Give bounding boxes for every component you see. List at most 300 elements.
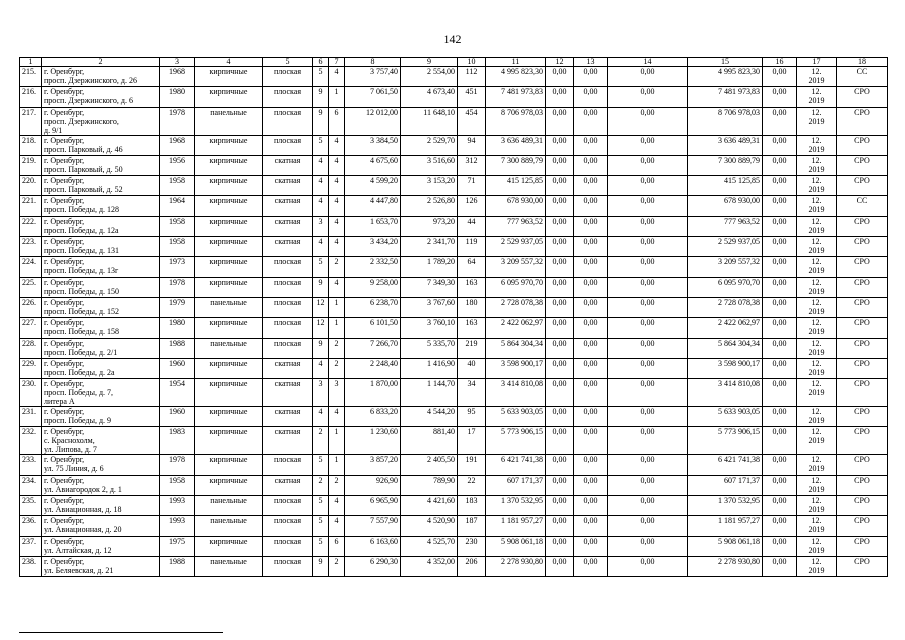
entrances-cell: 4 bbox=[329, 67, 345, 87]
row-number-cell: 223. bbox=[20, 237, 42, 257]
wall-material-cell: кирпичные bbox=[195, 318, 263, 338]
funding-type-cell: СРО bbox=[837, 135, 888, 155]
total-area-cell: 6 290,30 bbox=[345, 556, 401, 576]
total-area-cell: 6 965,90 bbox=[345, 496, 401, 516]
year-cell: 1968 bbox=[160, 67, 195, 87]
funding-type-cell: СРО bbox=[837, 455, 888, 475]
cost-col16-cell: 0,00 bbox=[763, 297, 797, 317]
cost-col13-cell: 0,00 bbox=[574, 67, 608, 87]
residents-cell: 219 bbox=[458, 338, 486, 358]
floors-cell: 2 bbox=[313, 475, 329, 495]
cost-col12-cell: 0,00 bbox=[546, 427, 574, 455]
cost-col14-cell: 0,00 bbox=[608, 237, 688, 257]
column-number-header: 18 bbox=[837, 58, 888, 67]
roof-type-cell: плоская bbox=[263, 67, 313, 87]
table-row bbox=[20, 407, 888, 427]
year-cell: 1960 bbox=[160, 358, 195, 378]
deadline-cell: 12. 2019 bbox=[797, 87, 837, 107]
cost-col12-cell: 0,00 bbox=[546, 318, 574, 338]
funding-type-cell: СРО bbox=[837, 427, 888, 455]
address-cell: г. Оренбург, просп. Парковый, д. 46 bbox=[42, 135, 160, 155]
cost-col13-cell: 0,00 bbox=[574, 196, 608, 216]
funding-type-cell: СРО bbox=[837, 297, 888, 317]
cost-col15-cell: 415 125,85 bbox=[688, 176, 763, 196]
floors-cell: 4 bbox=[313, 237, 329, 257]
total-cost-cell: 607 171,37 bbox=[486, 475, 546, 495]
table-row bbox=[20, 318, 888, 338]
entrances-cell: 2 bbox=[329, 338, 345, 358]
cost-col12-cell: 0,00 bbox=[546, 407, 574, 427]
total-area-cell: 2 332,50 bbox=[345, 257, 401, 277]
cost-col14-cell: 0,00 bbox=[608, 475, 688, 495]
wall-material-cell: кирпичные bbox=[195, 427, 263, 455]
cost-col14-cell: 0,00 bbox=[608, 277, 688, 297]
cost-col16-cell: 0,00 bbox=[763, 338, 797, 358]
cost-col15-cell: 678 930,00 bbox=[688, 196, 763, 216]
cost-col13-cell: 0,00 bbox=[574, 338, 608, 358]
address-cell: г. Оренбург, с. Краснохолм, ул. Липова, д. 7 bbox=[42, 427, 160, 455]
row-number-cell: 221. bbox=[20, 196, 42, 216]
cost-col14-cell: 0,00 bbox=[608, 358, 688, 378]
residents-cell: 191 bbox=[458, 455, 486, 475]
cost-col14-cell: 0,00 bbox=[608, 556, 688, 576]
cost-col16-cell: 0,00 bbox=[763, 536, 797, 556]
cost-col12-cell: 0,00 bbox=[546, 176, 574, 196]
row-number-cell: 229. bbox=[20, 358, 42, 378]
living-area-cell: 11 648,10 bbox=[401, 107, 458, 135]
total-cost-cell: 7 481 973,83 bbox=[486, 87, 546, 107]
column-number-header: 5 bbox=[263, 58, 313, 67]
floors-cell: 4 bbox=[313, 196, 329, 216]
total-area-cell: 7 061,50 bbox=[345, 87, 401, 107]
total-area-cell: 2 248,40 bbox=[345, 358, 401, 378]
wall-material-cell: кирпичные bbox=[195, 407, 263, 427]
roof-type-cell: плоская bbox=[263, 496, 313, 516]
wall-material-cell: панельные bbox=[195, 556, 263, 576]
cost-col16-cell: 0,00 bbox=[763, 455, 797, 475]
residents-cell: 187 bbox=[458, 516, 486, 536]
cost-col12-cell: 0,00 bbox=[546, 455, 574, 475]
cost-col13-cell: 0,00 bbox=[574, 277, 608, 297]
cost-col16-cell: 0,00 bbox=[763, 257, 797, 277]
total-area-cell: 1 230,60 bbox=[345, 427, 401, 455]
cost-col13-cell: 0,00 bbox=[574, 135, 608, 155]
row-number-cell: 215. bbox=[20, 67, 42, 87]
cost-col16-cell: 0,00 bbox=[763, 277, 797, 297]
deadline-cell: 12. 2019 bbox=[797, 536, 837, 556]
entrances-cell: 1 bbox=[329, 427, 345, 455]
wall-material-cell: кирпичные bbox=[195, 277, 263, 297]
deadline-cell: 12. 2019 bbox=[797, 297, 837, 317]
column-number-header: 13 bbox=[574, 58, 608, 67]
cost-col15-cell: 3 414 810,08 bbox=[688, 379, 763, 407]
living-area-cell: 4 544,20 bbox=[401, 407, 458, 427]
row-number-cell: 219. bbox=[20, 155, 42, 175]
cost-col14-cell: 0,00 bbox=[608, 338, 688, 358]
total-area-cell: 7 266,70 bbox=[345, 338, 401, 358]
funding-type-cell: СРО bbox=[837, 277, 888, 297]
roof-type-cell: плоская bbox=[263, 318, 313, 338]
column-number-header: 17 bbox=[797, 58, 837, 67]
row-number-cell: 233. bbox=[20, 455, 42, 475]
funding-type-cell: СРО bbox=[837, 216, 888, 236]
address-cell: г. Оренбург, просп. Дзержинского, д. 9/1 bbox=[42, 107, 160, 135]
address-cell: г. Оренбург, просп. Победы, д. 131 bbox=[42, 237, 160, 257]
floors-cell: 5 bbox=[313, 496, 329, 516]
entrances-cell: 4 bbox=[329, 496, 345, 516]
cost-col15-cell: 607 171,37 bbox=[688, 475, 763, 495]
cost-col12-cell: 0,00 bbox=[546, 536, 574, 556]
cost-col15-cell: 6 421 741,38 bbox=[688, 455, 763, 475]
living-area-cell: 881,40 bbox=[401, 427, 458, 455]
residents-cell: 112 bbox=[458, 67, 486, 87]
year-cell: 1980 bbox=[160, 87, 195, 107]
roof-type-cell: плоская bbox=[263, 135, 313, 155]
cost-col14-cell: 0,00 bbox=[608, 407, 688, 427]
total-cost-cell: 2 529 937,05 bbox=[486, 237, 546, 257]
column-number-header: 1 bbox=[20, 58, 42, 67]
entrances-cell: 4 bbox=[329, 176, 345, 196]
funding-type-cell: СРО bbox=[837, 496, 888, 516]
cost-col14-cell: 0,00 bbox=[608, 196, 688, 216]
address-cell: г. Оренбург, просп. Победы, д. 13г bbox=[42, 257, 160, 277]
year-cell: 1983 bbox=[160, 427, 195, 455]
total-cost-cell: 678 930,00 bbox=[486, 196, 546, 216]
cost-col13-cell: 0,00 bbox=[574, 216, 608, 236]
row-number-cell: 232. bbox=[20, 427, 42, 455]
cost-col16-cell: 0,00 bbox=[763, 407, 797, 427]
cost-col13-cell: 0,00 bbox=[574, 257, 608, 277]
cost-col15-cell: 5 864 304,34 bbox=[688, 338, 763, 358]
table-row bbox=[20, 87, 888, 107]
row-number-cell: 228. bbox=[20, 338, 42, 358]
cost-col13-cell: 0,00 bbox=[574, 556, 608, 576]
funding-type-cell: СРО bbox=[837, 176, 888, 196]
living-area-cell: 1 416,90 bbox=[401, 358, 458, 378]
total-cost-cell: 2 728 078,38 bbox=[486, 297, 546, 317]
cost-col15-cell: 3 209 557,32 bbox=[688, 257, 763, 277]
total-cost-cell: 2 422 062,97 bbox=[486, 318, 546, 338]
residents-cell: 22 bbox=[458, 475, 486, 495]
residents-cell: 163 bbox=[458, 318, 486, 338]
floors-cell: 12 bbox=[313, 318, 329, 338]
floors-cell: 9 bbox=[313, 338, 329, 358]
row-number-cell: 227. bbox=[20, 318, 42, 338]
deadline-cell: 12. 2019 bbox=[797, 338, 837, 358]
floors-cell: 5 bbox=[313, 135, 329, 155]
cost-col16-cell: 0,00 bbox=[763, 155, 797, 175]
total-cost-cell: 5 864 304,34 bbox=[486, 338, 546, 358]
total-area-cell: 6 238,70 bbox=[345, 297, 401, 317]
cost-col15-cell: 5 908 061,18 bbox=[688, 536, 763, 556]
roof-type-cell: скатная bbox=[263, 196, 313, 216]
wall-material-cell: панельные bbox=[195, 107, 263, 135]
year-cell: 1975 bbox=[160, 536, 195, 556]
cost-col15-cell: 5 633 903,05 bbox=[688, 407, 763, 427]
cost-col13-cell: 0,00 bbox=[574, 318, 608, 338]
entrances-cell: 2 bbox=[329, 257, 345, 277]
address-cell: г. Оренбург, просп. Дзержинского, д. 26 bbox=[42, 67, 160, 87]
cost-col16-cell: 0,00 bbox=[763, 318, 797, 338]
total-area-cell: 3 857,20 bbox=[345, 455, 401, 475]
living-area-cell: 789,90 bbox=[401, 475, 458, 495]
cost-col16-cell: 0,00 bbox=[763, 237, 797, 257]
cost-col12-cell: 0,00 bbox=[546, 277, 574, 297]
row-number-cell: 226. bbox=[20, 297, 42, 317]
roof-type-cell: плоская bbox=[263, 516, 313, 536]
cost-col14-cell: 0,00 bbox=[608, 176, 688, 196]
wall-material-cell: панельные bbox=[195, 297, 263, 317]
total-cost-cell: 415 125,85 bbox=[486, 176, 546, 196]
roof-type-cell: скатная bbox=[263, 407, 313, 427]
total-area-cell: 12 012,00 bbox=[345, 107, 401, 135]
cost-col16-cell: 0,00 bbox=[763, 358, 797, 378]
funding-type-cell: СС bbox=[837, 67, 888, 87]
funding-type-cell: СРО bbox=[837, 237, 888, 257]
total-cost-cell: 3 209 557,32 bbox=[486, 257, 546, 277]
row-number-cell: 216. bbox=[20, 87, 42, 107]
entrances-cell: 4 bbox=[329, 407, 345, 427]
residents-cell: 64 bbox=[458, 257, 486, 277]
total-area-cell: 3 384,50 bbox=[345, 135, 401, 155]
year-cell: 1960 bbox=[160, 407, 195, 427]
total-cost-cell: 3 598 900,17 bbox=[486, 358, 546, 378]
roof-type-cell: скатная bbox=[263, 176, 313, 196]
table-row bbox=[20, 196, 888, 216]
year-cell: 1988 bbox=[160, 338, 195, 358]
year-cell: 1978 bbox=[160, 455, 195, 475]
year-cell: 1964 bbox=[160, 196, 195, 216]
total-area-cell: 6 833,20 bbox=[345, 407, 401, 427]
cost-col15-cell: 4 995 823,30 bbox=[688, 67, 763, 87]
wall-material-cell: кирпичные bbox=[195, 216, 263, 236]
residents-cell: 126 bbox=[458, 196, 486, 216]
column-number-header: 8 bbox=[345, 58, 401, 67]
residents-cell: 44 bbox=[458, 216, 486, 236]
address-cell: г. Оренбург, просп. Парковый, д. 52 bbox=[42, 176, 160, 196]
cost-col12-cell: 0,00 bbox=[546, 475, 574, 495]
funding-type-cell: СРО bbox=[837, 536, 888, 556]
cost-col16-cell: 0,00 bbox=[763, 516, 797, 536]
entrances-cell: 6 bbox=[329, 536, 345, 556]
page-number: 142 bbox=[443, 32, 462, 46]
total-area-cell: 7 557,90 bbox=[345, 516, 401, 536]
living-area-cell: 5 335,70 bbox=[401, 338, 458, 358]
funding-type-cell: СРО bbox=[837, 379, 888, 407]
total-cost-cell: 8 706 978,03 bbox=[486, 107, 546, 135]
deadline-cell: 12. 2019 bbox=[797, 496, 837, 516]
year-cell: 1954 bbox=[160, 379, 195, 407]
year-cell: 1958 bbox=[160, 216, 195, 236]
row-number-cell: 236. bbox=[20, 516, 42, 536]
address-cell: г. Оренбург, ул. Авиагородок 2, д. 1 bbox=[42, 475, 160, 495]
total-cost-cell: 777 963,52 bbox=[486, 216, 546, 236]
living-area-cell: 2 526,80 bbox=[401, 196, 458, 216]
floors-cell: 4 bbox=[313, 176, 329, 196]
year-cell: 1993 bbox=[160, 496, 195, 516]
cost-col12-cell: 0,00 bbox=[546, 297, 574, 317]
wall-material-cell: панельные bbox=[195, 516, 263, 536]
table-row bbox=[20, 516, 888, 536]
wall-material-cell: кирпичные bbox=[195, 135, 263, 155]
entrances-cell: 3 bbox=[329, 379, 345, 407]
table-row bbox=[20, 237, 888, 257]
year-cell: 1978 bbox=[160, 277, 195, 297]
address-cell: г. Оренбург, ул. Авиационная, д. 20 bbox=[42, 516, 160, 536]
deadline-cell: 12. 2019 bbox=[797, 379, 837, 407]
deadline-cell: 12. 2019 bbox=[797, 556, 837, 576]
table-row bbox=[20, 155, 888, 175]
wall-material-cell: кирпичные bbox=[195, 379, 263, 407]
residents-cell: 71 bbox=[458, 176, 486, 196]
total-area-cell: 4 675,60 bbox=[345, 155, 401, 175]
cost-col14-cell: 0,00 bbox=[608, 455, 688, 475]
total-cost-cell: 1 370 532,95 bbox=[486, 496, 546, 516]
address-cell: г. Оренбург, просп. Победы, д. 158 bbox=[42, 318, 160, 338]
floors-cell: 4 bbox=[313, 358, 329, 378]
table-row bbox=[20, 496, 888, 516]
residents-cell: 40 bbox=[458, 358, 486, 378]
entrances-cell: 2 bbox=[329, 475, 345, 495]
row-number-cell: 222. bbox=[20, 216, 42, 236]
address-cell: г. Оренбург, просп. Победы, д. 12а bbox=[42, 216, 160, 236]
entrances-cell: 4 bbox=[329, 196, 345, 216]
cost-col13-cell: 0,00 bbox=[574, 496, 608, 516]
floors-cell: 2 bbox=[313, 427, 329, 455]
floors-cell: 4 bbox=[313, 407, 329, 427]
row-number-cell: 217. bbox=[20, 107, 42, 135]
deadline-cell: 12. 2019 bbox=[797, 155, 837, 175]
cost-col13-cell: 0,00 bbox=[574, 536, 608, 556]
roof-type-cell: плоская bbox=[263, 257, 313, 277]
address-cell: г. Оренбург, просп. Дзержинского, д. 6 bbox=[42, 87, 160, 107]
row-number-cell: 224. bbox=[20, 257, 42, 277]
cost-col12-cell: 0,00 bbox=[546, 67, 574, 87]
total-cost-cell: 5 633 903,05 bbox=[486, 407, 546, 427]
entrances-cell: 6 bbox=[329, 107, 345, 135]
total-area-cell: 6 163,60 bbox=[345, 536, 401, 556]
roof-type-cell: плоская bbox=[263, 87, 313, 107]
cost-col15-cell: 3 598 900,17 bbox=[688, 358, 763, 378]
wall-material-cell: кирпичные bbox=[195, 67, 263, 87]
cost-col14-cell: 0,00 bbox=[608, 87, 688, 107]
address-cell: г. Оренбург, просп. Победы, д. 152 bbox=[42, 297, 160, 317]
total-area-cell: 4 447,80 bbox=[345, 196, 401, 216]
cost-col16-cell: 0,00 bbox=[763, 176, 797, 196]
table-row bbox=[20, 257, 888, 277]
address-cell: г. Оренбург, ул. Алтайская, д. 12 bbox=[42, 536, 160, 556]
cost-col16-cell: 0,00 bbox=[763, 475, 797, 495]
deadline-cell: 12. 2019 bbox=[797, 277, 837, 297]
column-number-header: 9 bbox=[401, 58, 458, 67]
wall-material-cell: кирпичные bbox=[195, 87, 263, 107]
row-number-cell: 225. bbox=[20, 277, 42, 297]
roof-type-cell: скатная bbox=[263, 427, 313, 455]
cost-col12-cell: 0,00 bbox=[546, 107, 574, 135]
cost-col14-cell: 0,00 bbox=[608, 516, 688, 536]
total-cost-cell: 3 414 810,08 bbox=[486, 379, 546, 407]
cost-col14-cell: 0,00 bbox=[608, 216, 688, 236]
cost-col16-cell: 0,00 bbox=[763, 87, 797, 107]
cost-col16-cell: 0,00 bbox=[763, 135, 797, 155]
table-row bbox=[20, 176, 888, 196]
funding-type-cell: СРО bbox=[837, 155, 888, 175]
cost-col15-cell: 2 529 937,05 bbox=[688, 237, 763, 257]
cost-col16-cell: 0,00 bbox=[763, 67, 797, 87]
cost-col16-cell: 0,00 bbox=[763, 196, 797, 216]
registry-table bbox=[19, 57, 888, 577]
living-area-cell: 1 789,20 bbox=[401, 257, 458, 277]
roof-type-cell: плоская bbox=[263, 455, 313, 475]
cost-col14-cell: 0,00 bbox=[608, 536, 688, 556]
cost-col15-cell: 777 963,52 bbox=[688, 216, 763, 236]
table-row bbox=[20, 536, 888, 556]
cost-col12-cell: 0,00 bbox=[546, 516, 574, 536]
column-number-row bbox=[20, 58, 888, 67]
living-area-cell: 1 144,70 bbox=[401, 379, 458, 407]
wall-material-cell: кирпичные bbox=[195, 196, 263, 216]
year-cell: 1958 bbox=[160, 237, 195, 257]
cost-col12-cell: 0,00 bbox=[546, 155, 574, 175]
floors-cell: 3 bbox=[313, 216, 329, 236]
year-cell: 1968 bbox=[160, 135, 195, 155]
wall-material-cell: кирпичные bbox=[195, 176, 263, 196]
wall-material-cell: кирпичные bbox=[195, 536, 263, 556]
residents-cell: 206 bbox=[458, 556, 486, 576]
table-row bbox=[20, 427, 888, 455]
entrances-cell: 4 bbox=[329, 277, 345, 297]
table-row bbox=[20, 216, 888, 236]
entrances-cell: 2 bbox=[329, 358, 345, 378]
total-area-cell: 6 101,50 bbox=[345, 318, 401, 338]
funding-type-cell: СРО bbox=[837, 516, 888, 536]
residents-cell: 163 bbox=[458, 277, 486, 297]
total-area-cell: 4 599,20 bbox=[345, 176, 401, 196]
living-area-cell: 4 673,40 bbox=[401, 87, 458, 107]
roof-type-cell: скатная bbox=[263, 155, 313, 175]
deadline-cell: 12. 2019 bbox=[797, 318, 837, 338]
entrances-cell: 4 bbox=[329, 237, 345, 257]
wall-material-cell: кирпичные bbox=[195, 237, 263, 257]
roof-type-cell: скатная bbox=[263, 475, 313, 495]
cost-col14-cell: 0,00 bbox=[608, 297, 688, 317]
table-row bbox=[20, 556, 888, 576]
entrances-cell: 1 bbox=[329, 318, 345, 338]
wall-material-cell: кирпичные bbox=[195, 257, 263, 277]
residents-cell: 454 bbox=[458, 107, 486, 135]
floors-cell: 5 bbox=[313, 257, 329, 277]
cost-col12-cell: 0,00 bbox=[546, 496, 574, 516]
cost-col16-cell: 0,00 bbox=[763, 496, 797, 516]
funding-type-cell: СРО bbox=[837, 338, 888, 358]
entrances-cell: 2 bbox=[329, 556, 345, 576]
table-row bbox=[20, 338, 888, 358]
column-number-header: 6 bbox=[313, 58, 329, 67]
column-number-header: 2 bbox=[42, 58, 160, 67]
funding-type-cell: СРО bbox=[837, 318, 888, 338]
table-row bbox=[20, 379, 888, 407]
floors-cell: 9 bbox=[313, 277, 329, 297]
table-row bbox=[20, 475, 888, 495]
address-cell: г. Оренбург, просп. Победы, д. 2/1 bbox=[42, 338, 160, 358]
floors-cell: 4 bbox=[313, 155, 329, 175]
column-number-header: 12 bbox=[546, 58, 574, 67]
living-area-cell: 973,20 bbox=[401, 216, 458, 236]
deadline-cell: 12. 2019 bbox=[797, 407, 837, 427]
year-cell: 1973 bbox=[160, 257, 195, 277]
table-body bbox=[20, 67, 888, 577]
roof-type-cell: плоская bbox=[263, 556, 313, 576]
